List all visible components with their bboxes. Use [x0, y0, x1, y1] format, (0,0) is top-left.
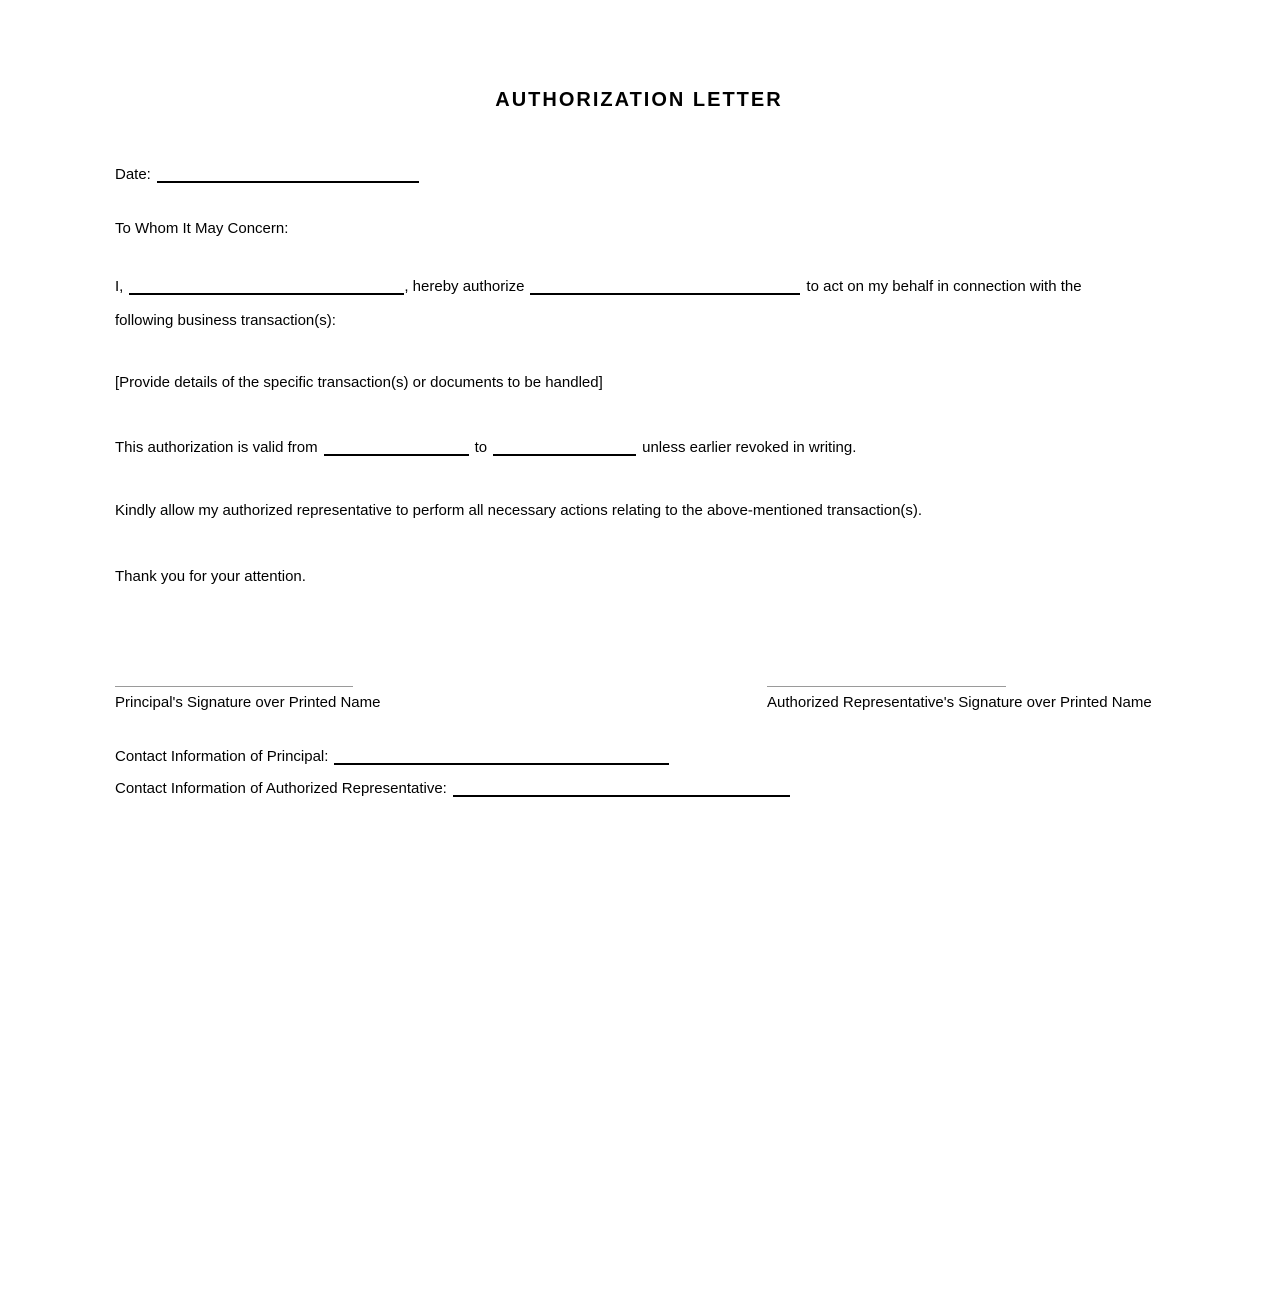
valid-to-blank[interactable]	[493, 440, 636, 456]
document-title: AUTHORIZATION LETTER	[495, 89, 783, 111]
intro-part4: following business transaction(s):	[115, 312, 336, 329]
closing-line: Thank you for your attention.	[115, 568, 306, 585]
contact-representative-label: Contact Information of Authorized Representative:	[115, 780, 447, 797]
validity-part3: unless earlier revoked in writing.	[642, 439, 857, 456]
validity-part1: This authorization is valid from	[115, 439, 318, 456]
contact-representative-blank[interactable]	[453, 781, 790, 797]
details-placeholder: [Provide details of the specific transaction(s) or documents to be handled]	[115, 374, 603, 391]
representative-signature-label: Authorized Representative's Signature over Printed Name	[767, 694, 1152, 711]
valid-from-blank[interactable]	[324, 440, 469, 456]
contact-principal-line	[115, 747, 669, 767]
contact-principal-label: Contact Information of Principal:	[115, 748, 329, 765]
principal-signature-label: Principal's Signature over Printed Name	[115, 694, 381, 711]
intro-part1: I,	[115, 278, 124, 295]
principal-signature-line[interactable]	[115, 686, 353, 687]
authorization-paragraph	[115, 270, 1165, 338]
date-blank[interactable]	[157, 167, 419, 183]
contact-principal-blank[interactable]	[334, 749, 669, 765]
request-line: Kindly allow my authorized representative to perform all necessary actions relating to the above-mentioned transaction(s).	[115, 502, 923, 519]
intro-part3: to act on my behalf in connection with the	[806, 278, 1082, 295]
salutation: To Whom It May Concern:	[115, 220, 289, 237]
validity-line	[115, 438, 856, 458]
principal-name-blank[interactable]	[129, 279, 404, 295]
date-label: Date:	[115, 166, 151, 183]
contact-representative-line	[115, 779, 790, 799]
representative-name-blank[interactable]	[530, 279, 800, 295]
date-line	[115, 165, 419, 185]
intro-part2: , hereby authorize	[404, 278, 525, 295]
representative-signature-line[interactable]	[767, 686, 1006, 687]
validity-part2: to	[474, 439, 488, 456]
